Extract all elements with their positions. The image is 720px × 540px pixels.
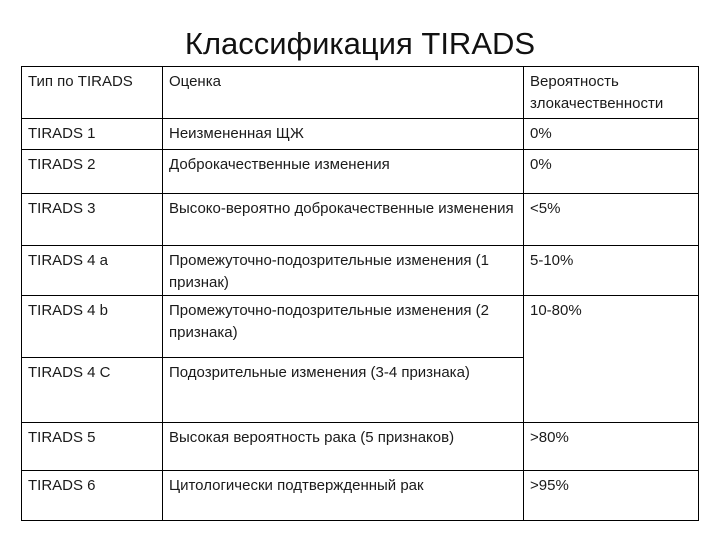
cell-type: TIRADS 4 C — [22, 358, 163, 423]
cell-assessment: Высоко-вероятно доброкачественные изменения — [163, 194, 524, 246]
cell-assessment: Цитологически подтвержденный рак — [163, 471, 524, 521]
table-header-row — [22, 67, 699, 119]
cell-type: TIRADS 1 — [22, 119, 163, 150]
cell-type: TIRADS 4 b — [22, 296, 163, 358]
cell-assessment: Подозрительные изменения (3-4 признака) — [163, 358, 524, 423]
table-row — [22, 194, 699, 246]
cell-assessment: Неизмененная ЩЖ — [163, 119, 524, 150]
cell-assessment: Доброкачественные изменения — [163, 150, 524, 194]
cell-probability: 0% — [524, 119, 699, 150]
table-row — [22, 296, 699, 358]
page-title: Классификация TIRADS — [184, 26, 536, 61]
header-cell-probability: Вероятность злокачественности — [524, 67, 699, 119]
cell-type: TIRADS 5 — [22, 423, 163, 471]
cell-probability: 0% — [524, 150, 699, 194]
cell-probability: 5-10% — [524, 246, 699, 296]
cell-type: TIRADS 6 — [22, 471, 163, 521]
table-row — [22, 246, 699, 296]
table-row — [22, 471, 699, 521]
table-row — [22, 119, 699, 150]
cell-assessment: Промежуточно-подозрительные изменения (1 признак) — [163, 246, 524, 296]
header-cell-type: Тип по TIRADS — [22, 67, 163, 119]
cell-probability: >95% — [524, 471, 699, 521]
cell-assessment: Высокая вероятность рака (5 признаков) — [163, 423, 524, 471]
cell-assessment: Промежуточно-подозрительные изменения (2 признака) — [163, 296, 524, 358]
table-row — [22, 150, 699, 194]
cell-probability: 10-80% — [524, 296, 699, 423]
header-cell-assessment: Оценка — [163, 67, 524, 119]
cell-type: TIRADS 2 — [22, 150, 163, 194]
table-row — [22, 423, 699, 471]
tirads-table — [21, 66, 699, 521]
cell-type: TIRADS 4 a — [22, 246, 163, 296]
cell-type: TIRADS 3 — [22, 194, 163, 246]
cell-probability: <5% — [524, 194, 699, 246]
cell-probability: >80% — [524, 423, 699, 471]
